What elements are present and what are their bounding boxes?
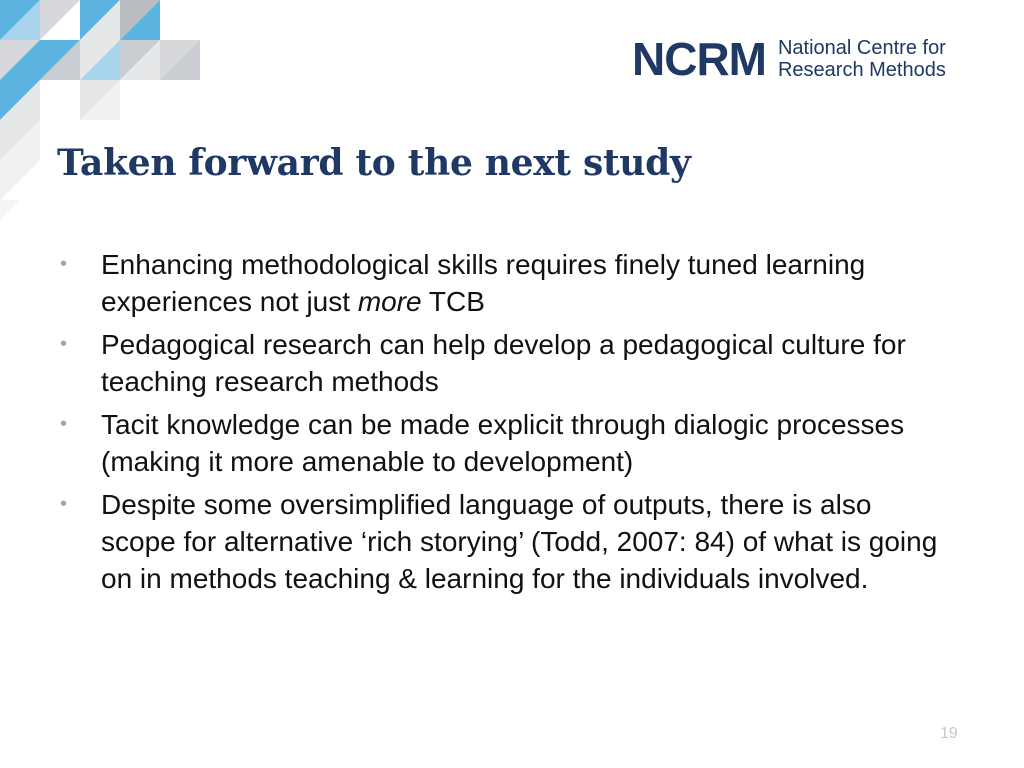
emphasis-text: more bbox=[357, 286, 422, 317]
bullet-item bbox=[60, 246, 940, 320]
page-number: 19 bbox=[940, 725, 958, 742]
bullet-marker: • bbox=[60, 413, 68, 435]
bullet-item bbox=[60, 486, 940, 597]
bullet-text: Despite some oversimplified language of outputs, there is also scope for alternative ‘rich storying’ (Todd, 2007: 84) of what is going on in methods teaching & learning for the individuals involved. bbox=[101, 489, 938, 594]
logo-line-1: National Centre for bbox=[777, 37, 946, 59]
ncrm-logo bbox=[632, 33, 946, 85]
bullet-item bbox=[60, 326, 940, 400]
bullet-text: Tacit knowledge can be made explicit through dialogic processes (making it more amenable to development) bbox=[101, 409, 905, 477]
ncrm-logo-mark: NCRM bbox=[632, 33, 766, 85]
bullet-marker: • bbox=[60, 493, 68, 515]
bullet-marker: • bbox=[60, 333, 68, 355]
decorative-triangle-pattern bbox=[0, 0, 200, 240]
bullet-text: Enhancing methodological skills requires finely tuned learning experiences not just more TCB bbox=[101, 249, 866, 317]
bullet-text: Pedagogical research can help develop a pedagogical culture for teaching research methods bbox=[101, 329, 906, 397]
bullet-marker: • bbox=[60, 253, 68, 275]
slide-title: Taken forward to the next study bbox=[57, 142, 691, 184]
logo-line-2: Research Methods bbox=[777, 59, 946, 81]
bullet-list bbox=[60, 246, 940, 603]
ncrm-logo-text bbox=[778, 37, 946, 81]
bullet-item bbox=[60, 406, 940, 480]
